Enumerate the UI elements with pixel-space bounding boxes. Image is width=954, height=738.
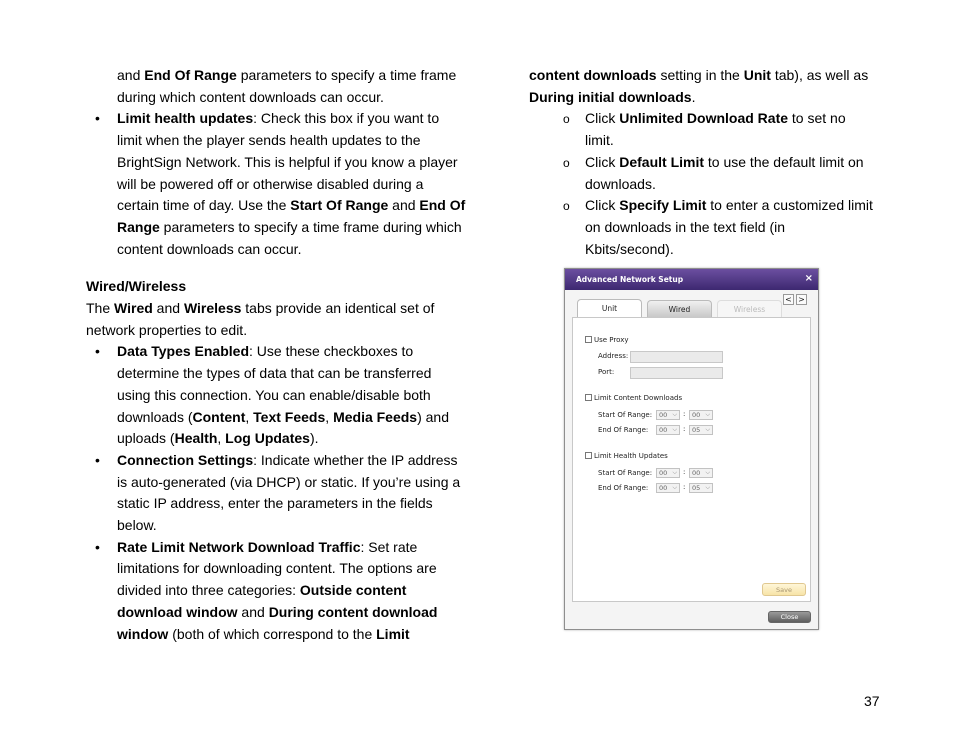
content-end-hour-select[interactable]: 00 ⌵ bbox=[656, 425, 680, 435]
sub-bullet-marker: o bbox=[563, 155, 570, 170]
chevron-down-icon: ⌵ bbox=[672, 411, 677, 418]
chevron-down-icon: ⌵ bbox=[672, 484, 677, 491]
health-start-label: Start Of Range: bbox=[598, 469, 653, 477]
health-end-hour-select[interactable]: 00 ⌵ bbox=[656, 483, 680, 493]
tab-wireless[interactable]: Wireless bbox=[717, 300, 782, 317]
time-separator: : bbox=[683, 425, 686, 433]
address-label: Address: bbox=[598, 352, 629, 360]
bullet-marker: • bbox=[95, 538, 100, 555]
sub-bullet-unlimited: o Click Unlimited Download Rate to set no limit. bbox=[563, 110, 846, 149]
dialog-title: Advanced Network Setup bbox=[576, 275, 684, 284]
health-end-minute-select[interactable]: 05 ⌵ bbox=[689, 483, 713, 493]
tab-scroll-left-button[interactable]: < bbox=[783, 294, 794, 305]
dialog-titlebar bbox=[565, 269, 818, 290]
time-separator: : bbox=[683, 468, 686, 476]
paragraph: The Wired and Wireless tabs provide an identical set of network properties to edit. bbox=[86, 300, 435, 338]
health-end-label: End Of Range: bbox=[598, 484, 649, 492]
limit-content-downloads-checkbox[interactable] bbox=[585, 394, 592, 401]
tab-unit[interactable]: Unit bbox=[577, 299, 642, 318]
limit-content-downloads-label: Limit Content Downloads bbox=[594, 394, 683, 402]
bullet-marker: • bbox=[95, 451, 100, 468]
bullet-marker: • bbox=[95, 343, 100, 360]
content-start-label: Start Of Range: bbox=[598, 411, 653, 419]
paragraph: content downloads setting in the Unit tab), as well as During initial downloads. bbox=[529, 67, 869, 105]
port-input[interactable] bbox=[630, 367, 723, 379]
time-separator: : bbox=[683, 483, 686, 491]
limit-health-updates-checkbox[interactable] bbox=[585, 452, 592, 459]
bullet-rate-limit: • Rate Limit Network Download Traffic: Set rate limitations for downloading content. The options are divided into three categories: Outside content download window and During content download window (both of which correspond to the Limit bbox=[95, 538, 438, 642]
sub-bullet-default: o Click Default Limit to use the default limit on downloads. bbox=[563, 153, 864, 192]
address-input[interactable] bbox=[630, 351, 723, 363]
chevron-down-icon: ⌵ bbox=[672, 469, 677, 476]
content-end-minute-select[interactable]: 05 ⌵ bbox=[689, 425, 713, 435]
section-heading: Wired/Wireless bbox=[86, 278, 187, 295]
chevron-down-icon: ⌵ bbox=[705, 411, 710, 418]
use-proxy-checkbox[interactable] bbox=[585, 336, 592, 343]
right-column bbox=[529, 65, 874, 260]
chevron-down-icon: ⌵ bbox=[705, 484, 710, 491]
sub-bullet-specify: o Click Specify Limit to enter a customized limit on downloads in the text field (in Kbits/second). bbox=[563, 197, 873, 257]
close-icon[interactable]: × bbox=[804, 273, 813, 284]
use-proxy-label: Use Proxy bbox=[594, 336, 629, 344]
bullet-connection-settings: • Connection Settings: Indicate whether the IP address is auto-generated (via DHCP) or static. If you’re using a static IP address, enter the parameters in the fields below. bbox=[95, 451, 461, 534]
left-column bbox=[86, 65, 466, 645]
sub-bullet-marker: o bbox=[563, 199, 570, 214]
tab-scroll-right-button[interactable]: > bbox=[796, 294, 807, 305]
chevron-down-icon: ⌵ bbox=[705, 469, 710, 476]
chevron-down-icon: ⌵ bbox=[672, 426, 677, 433]
content-start-minute-select[interactable]: 00 ⌵ bbox=[689, 410, 713, 420]
unit-tab-panel bbox=[572, 317, 811, 602]
content-end-label: End Of Range: bbox=[598, 426, 649, 434]
paragraph: and End Of Range parameters to specify a time frame during which content downloads can occur. bbox=[117, 67, 457, 105]
save-button[interactable]: Save bbox=[762, 583, 806, 596]
bullet-marker: • bbox=[95, 110, 100, 127]
content-start-hour-select[interactable]: 00 ⌵ bbox=[656, 410, 680, 420]
port-label: Port: bbox=[598, 368, 615, 376]
page-number: 37 bbox=[864, 693, 880, 709]
sub-bullet-marker: o bbox=[563, 112, 570, 127]
time-separator: : bbox=[683, 410, 686, 418]
tab-wired[interactable]: Wired bbox=[647, 300, 712, 317]
bullet-data-types-enabled: • Data Types Enabled: Use these checkboxes to determine the types of data that can be transferred using this connection. You can enable/disable both downloads (Content, Text Feeds, Media Feeds) and uploads (Health, Log Updates). bbox=[95, 343, 450, 447]
close-button[interactable]: Close bbox=[768, 611, 811, 623]
chevron-down-icon: ⌵ bbox=[705, 426, 710, 433]
health-start-minute-select[interactable]: 00 ⌵ bbox=[689, 468, 713, 478]
limit-health-updates-label: Limit Health Updates bbox=[594, 452, 668, 460]
health-start-hour-select[interactable]: 00 ⌵ bbox=[656, 468, 680, 478]
advanced-network-setup-dialog bbox=[564, 268, 819, 630]
bullet-limit-health-updates: • Limit health updates: Check this box if you want to limit when the player sends health updates to the BrightSign Network. This is helpful if you know a player will be powered off or otherwise disabled during a certain time of day. Use the Start Of Range and End Of Range parameters to specify a time frame during which content downloads can occur. bbox=[95, 110, 466, 257]
